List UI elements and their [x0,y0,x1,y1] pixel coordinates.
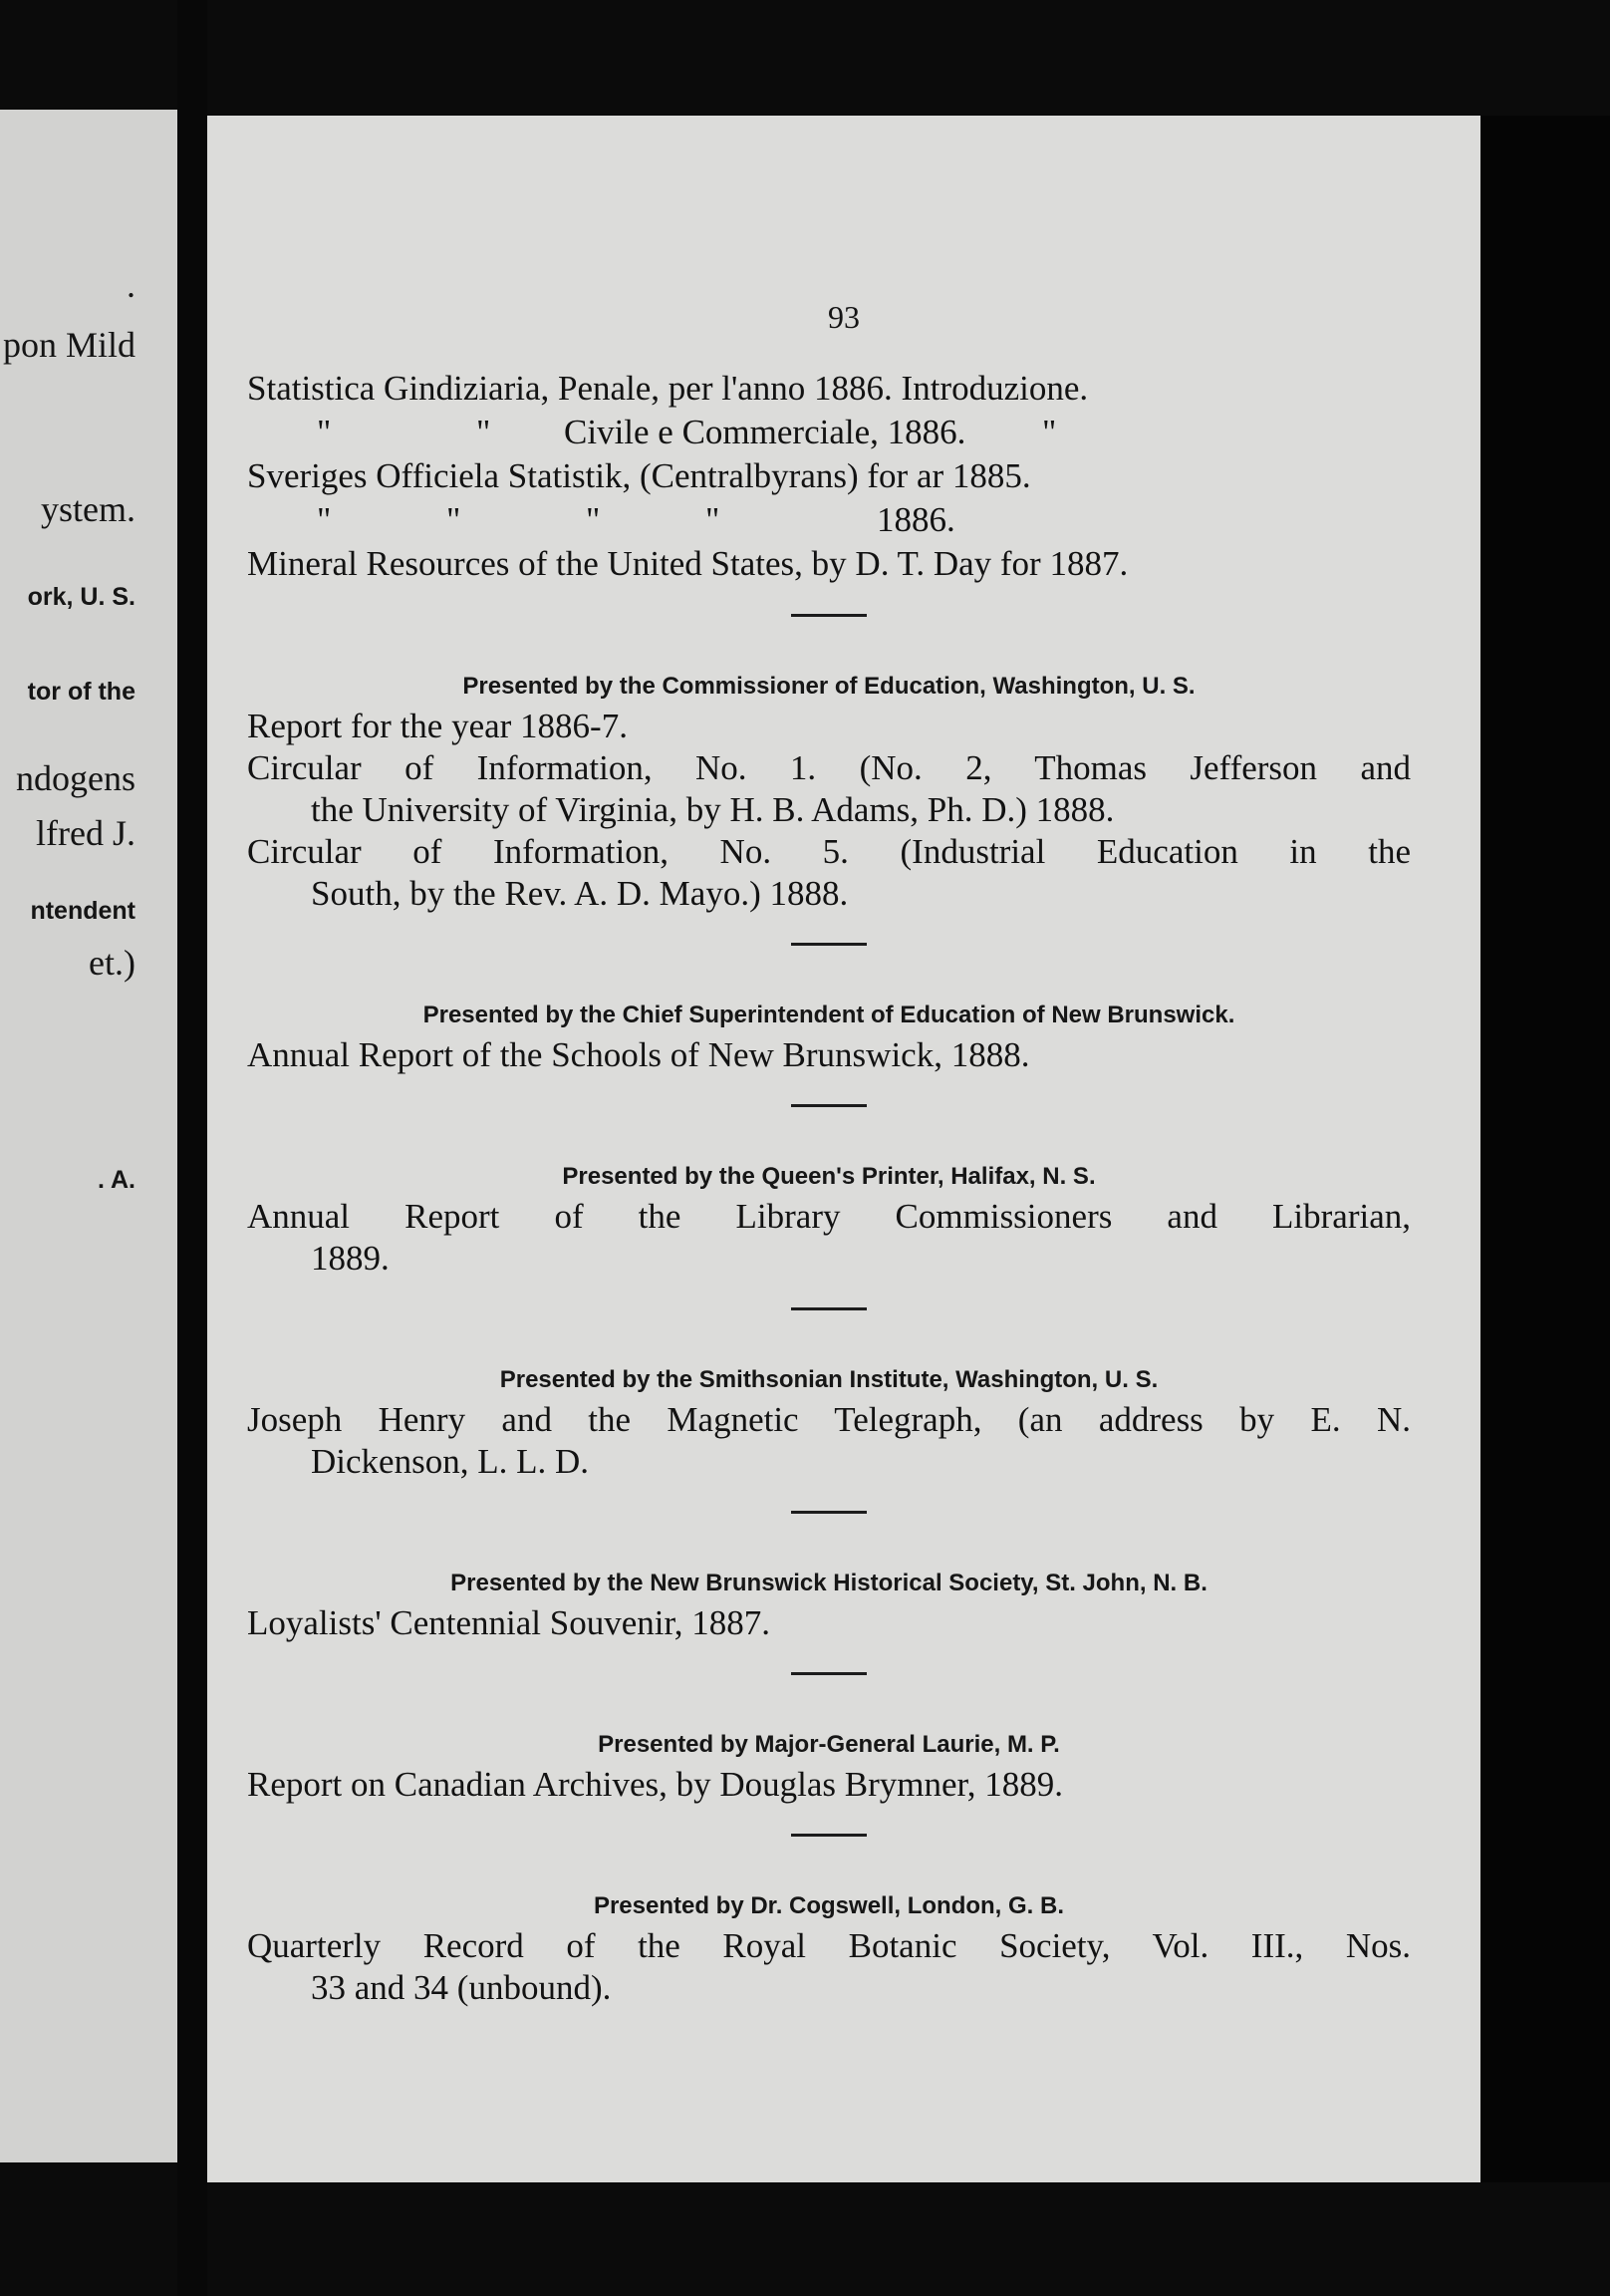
entry-item [247,1399,1411,1483]
entry-continuation: the University of Virginia, by H. B. Adams, Ph. D.) 1888. [311,790,1115,829]
entry-first-line: Annual Report of the Schools of New Brunswick, 1888. [247,1035,1030,1074]
ditto-mark: " [317,413,332,451]
entry-civile-ditto [247,411,1411,454]
entry-text: 1886. [877,500,955,539]
section-divider [247,915,1411,979]
entry-sveriges-ditto [247,498,1411,542]
ditto-mark: " [317,500,332,539]
page-number: 93 [828,299,860,335]
presenter-heading: Presented by the Chief Superintendent of Education of New Brunswick. [422,1002,1235,1028]
entry-statistica: Statistica Gindiziaria, Penale, per l'anno 1886. Introduzione. [247,369,1089,408]
section-divider [247,1076,1411,1140]
document-page [207,116,1480,2182]
entry-first-line: Circular of Information, No. 1. (No. 2, Thomas Jefferson and [247,748,1411,787]
presenter-heading: Presented by Dr. Cogswell, London, G. B. [593,1892,1065,1919]
entry-continuation: Dickenson, L. L. D. [311,1442,589,1481]
entry-first-line: Annual Report of the Library Commissioners and Librarian, [247,1197,1411,1236]
entry-continuation: South, by the Rev. A. D. Mayo.) 1888. [311,874,849,913]
section-divider [247,1644,1411,1708]
divider-rule [791,943,867,946]
divider-rule [791,614,867,617]
presenter-heading: Presented by the New Brunswick Historical Society, St. John, N. B. [450,1570,1208,1596]
entry-item [247,1196,1411,1280]
facing-page-fragment [0,110,177,2162]
ditto-mark: " [586,500,601,539]
entry-sveriges: Sveriges Officiela Statistik, (Centralbyrans) for ar 1885. [247,456,1031,495]
divider-rule [791,1307,867,1310]
scan-border [1480,116,1610,2182]
facing-page-text: ntendent [30,897,135,925]
presenter-heading: Presented by Major-General Laurie, M. P. [598,1731,1060,1758]
entry-item [247,747,1411,831]
divider-rule [791,1834,867,1837]
section-divider [247,1806,1411,1869]
entry-first-line: Quarterly Record of the Royal Botanic Society, Vol. III., Nos. [247,1926,1411,1965]
entry-first-line: Report on Canadian Archives, by Douglas Brymner, 1889. [247,1765,1064,1804]
entry-text: Civile e Commerciale, 1886. [564,413,966,451]
entries-list [247,367,1411,2009]
divider-rule [791,1511,867,1514]
facing-page-text: pon Mild [2,325,135,365]
book-gutter [177,0,207,2296]
facing-page-text: ork, U. S. [27,583,135,611]
divider-rule [791,1672,867,1675]
entry-mineral-resources: Mineral Resources of the United States, by D. T. Day for 1887. [247,544,1129,583]
ditto-mark: " [1042,413,1057,451]
facing-page-text: . A. [98,1166,135,1194]
facing-page-text: tor of the [27,678,135,706]
ditto-mark: " [446,500,461,539]
entry-item [247,1602,1411,1644]
entry-item [247,831,1411,915]
presenter-heading: Presented by the Queen's Printer, Halifax, N. S. [562,1163,1096,1190]
ditto-mark: " [476,413,491,451]
facing-page-text: ystem. [41,489,135,529]
section-divider [247,1483,1411,1547]
entry-continuation: 1889. [311,1239,390,1278]
section-divider [247,1280,1411,1343]
section-divider [247,586,1411,650]
entry-item [247,1925,1411,2009]
ditto-mark: " [705,500,720,539]
entry-first-line: Joseph Henry and the Magnetic Telegraph, (an address by E. N. [247,1400,1411,1439]
entry-first-line: Circular of Information, No. 5. (Industrial Education in the [247,832,1411,871]
entry-first-line: Report for the year 1886-7. [247,707,628,745]
presenter-heading: Presented by the Commissioner of Education, Washington, U. S. [462,673,1196,700]
entry-item [247,1034,1411,1076]
divider-rule [791,1104,867,1107]
presentation-sections [247,586,1411,2009]
entry-first-line: Loyalists' Centennial Souvenir, 1887. [247,1603,770,1642]
entry-item [247,1764,1411,1806]
facing-page-text: . [127,265,135,305]
facing-page-text: ndogens [16,758,135,798]
entry-continuation: 33 and 34 (unbound). [311,1968,612,2007]
facing-page-text: et.) [89,943,135,983]
entry-item [247,706,1411,747]
presenter-heading: Presented by the Smithsonian Institute, Washington, U. S. [499,1366,1159,1393]
facing-page-text: lfred J. [36,813,135,853]
